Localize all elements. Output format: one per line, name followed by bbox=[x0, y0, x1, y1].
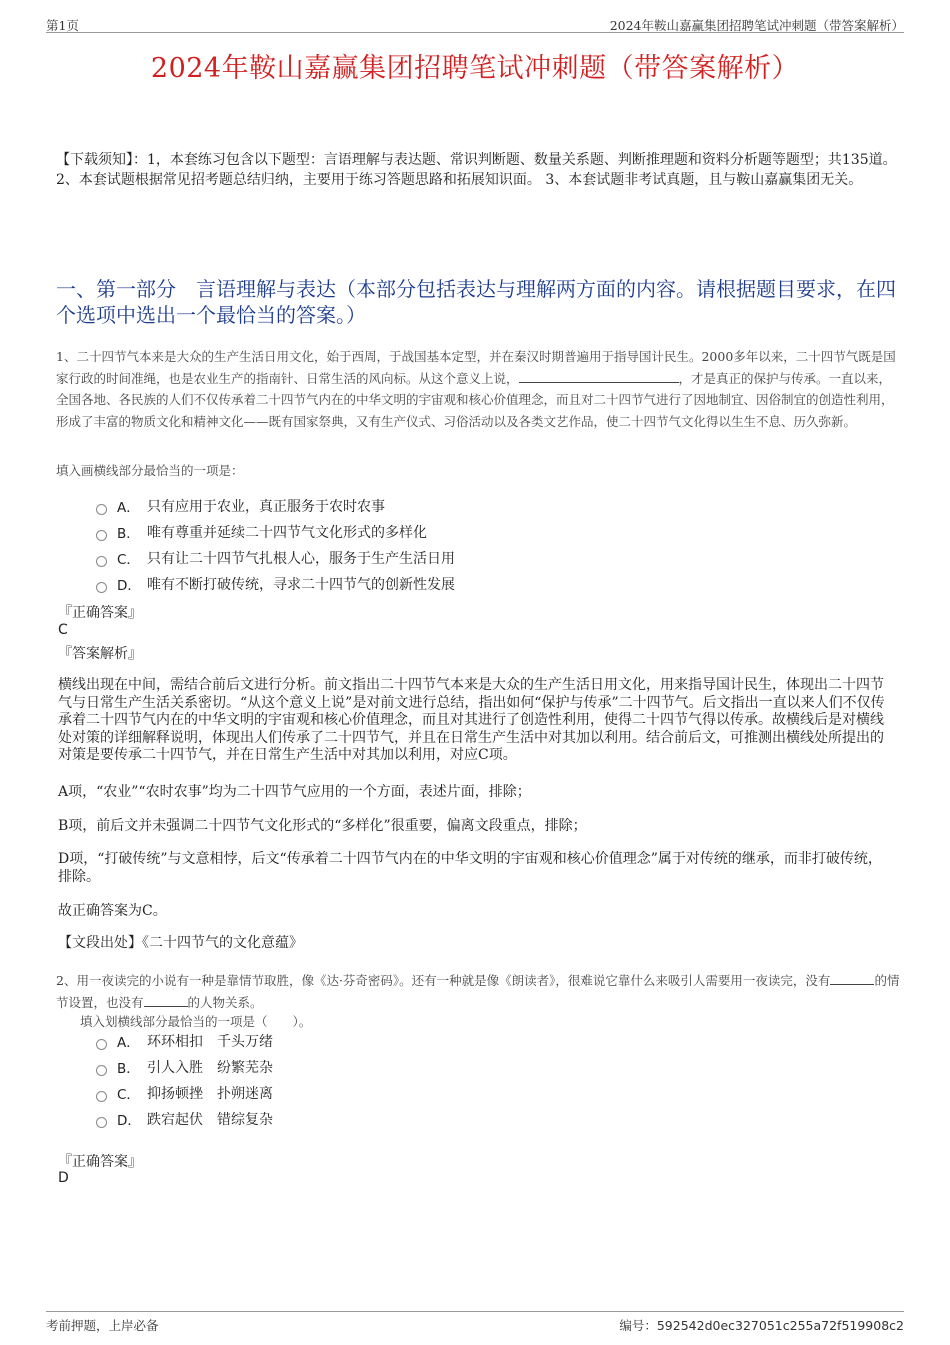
answer-label: 『正确答案』 bbox=[58, 1154, 142, 1170]
question-1-stem: 1、二十四节气本来是大众的生产生活日用文化，始于西周，于战国基本定型，并在秦汉时期普遍用于指导国计民生。2000多年以来，二十四节气既是国家行政的时间准绳，也是农业生产的指南针、日常生活的风向标。从这个意义上说， ，才是真正的保护与传承。一直以来，全国各地、各民族的人们不仅传承着二十四节气内在的中华文明的宇宙观和核心价值理念，而且对二十四节气进行了因地制宜、因俗制宜的创造性利用，形成了丰富的物质文化和精神文化——既有国家祭典，又有生产仪式、习俗活动以及各类文艺作品，使二十四节气文化得以生生不息、历久弥新。 bbox=[56, 349, 896, 429]
question-2-stem: 2、用一夜读完的小说有一种是靠情节取胜，像《达·芬奇密码》。还有一种就是像《朗读者》，很难说它靠什么来吸引人需要用一夜读完，没有 的情节设置，也没有 的人物关系。 bbox=[56, 973, 900, 1010]
answer-label: 『正确答案』 bbox=[58, 605, 142, 621]
option-c[interactable]: C． 只有让二十四节气扎根人心，服务于生产生活日用 bbox=[96, 545, 455, 571]
question-2-options bbox=[96, 1028, 273, 1132]
answer-blank bbox=[519, 370, 679, 383]
radio-icon[interactable] bbox=[96, 582, 107, 593]
footer-slogan: 考前押题，上岸必备 bbox=[46, 1318, 159, 1333]
question-1-options bbox=[96, 493, 455, 597]
analysis-paragraph: 横线出现在中间，需结合前后文进行分析。前文指出二十四节气本来是大众的生产生活日用文化，用来指导国计民生，体现出二十四节气与日常生产生活关系密切。“从这个意义上说”是对前文进行总结，指出如何“保护与传承”二十四节气。后文指出一直以来人们不仅传承着二十四节气内在的中华文明的宇宙观和核心价值理念，而且对其进行了创造性利用，使得二十四节气得以传承。故横线后是对横线处对策的详细解释说明，体现出人们传承了二十四节气，并且在日常生产生活中对其加以利用。结合前后文，可推测出横线处所提出的对策是要传承二十四节气，并在日常生产生活中对其加以利用，对应C项。 bbox=[58, 677, 885, 763]
radio-icon[interactable] bbox=[96, 1039, 107, 1050]
radio-icon[interactable] bbox=[96, 1065, 107, 1076]
option-d[interactable]: D． 唯有不断打破传统，寻求二十四节气的创新性发展 bbox=[96, 571, 455, 597]
option-a[interactable]: A． 只有应用于农业，真正服务于农时农事 bbox=[96, 493, 455, 519]
radio-icon[interactable] bbox=[96, 1117, 107, 1128]
option-b[interactable]: B． 引人入胜 纷繁芜杂 bbox=[96, 1054, 273, 1080]
page-footer bbox=[46, 1311, 904, 1333]
header-doc-title: 2024年鞍山嘉赢集团招聘笔试冲刺题（带答案解析） bbox=[609, 18, 904, 33]
answer-blank bbox=[144, 996, 188, 1007]
analysis-paragraph: A项，“农业”“农时农事”均为二十四节气应用的一个方面，表述片面，排除； bbox=[58, 784, 531, 800]
option-d[interactable]: D． 跌宕起伏 错综复杂 bbox=[96, 1106, 273, 1132]
radio-icon[interactable] bbox=[96, 556, 107, 567]
analysis-label: 『答案解析』 bbox=[58, 646, 142, 662]
answer-blank bbox=[830, 974, 874, 985]
page-number: 第1页 bbox=[46, 18, 79, 33]
question-2-prompt: 填入划横线部分最恰当的一项是（ ）。 bbox=[80, 1014, 312, 1029]
answer-value: D bbox=[58, 1170, 69, 1186]
answer-value: C bbox=[58, 622, 68, 638]
radio-icon[interactable] bbox=[96, 530, 107, 541]
analysis-paragraph: D项，“打破传统”与文意相悖，后文“传承着二十四节气内在的中华文明的宇宙观和核心价值理念”属于对传统的继承，而非打破传统，排除。 bbox=[58, 851, 882, 885]
section-heading: 一、第一部分 言语理解与表达（本部分包括表达与理解两方面的内容。请根据题目要求，在四个选项中选出一个最恰当的答案。） bbox=[56, 277, 896, 327]
download-notice: 【下载须知】：1，本套练习包含以下题型：言语理解与表达题、常识判断题、数量关系题、判断推理题和资料分析题等题型；共135道。 2、本套试题根据常见招考题总结归纳，主要用于练习答题思路和拓展知识面。 3、本套试题非考试真题，且与鞍山嘉赢集团无关。 bbox=[56, 152, 897, 188]
analysis-paragraph: 故正确答案为C。 bbox=[58, 903, 167, 919]
question-1-prompt: 填入画横线部分最恰当的一项是： bbox=[56, 463, 244, 478]
page-header bbox=[46, 14, 904, 33]
option-c[interactable]: C． 抑扬顿挫 扑朔迷离 bbox=[96, 1080, 273, 1106]
option-a[interactable]: A． 环环相扣 千头万绪 bbox=[96, 1028, 273, 1054]
analysis-paragraph: B项，前后文并未强调二十四节气文化形式的“多样化”很重要，偏离文段重点，排除； bbox=[58, 818, 587, 834]
source-note: 【文段出处】《二十四节气的文化意蕴》 bbox=[58, 935, 303, 951]
radio-icon[interactable] bbox=[96, 504, 107, 515]
document-code: 编号：592542d0ec327051c255a72f519908c2 bbox=[619, 1318, 904, 1333]
radio-icon[interactable] bbox=[96, 1091, 107, 1102]
option-b[interactable]: B． 唯有尊重并延续二十四节气文化形式的多样化 bbox=[96, 519, 455, 545]
document-title: 2024年鞍山嘉赢集团招聘笔试冲刺题（带答案解析） bbox=[150, 53, 800, 84]
